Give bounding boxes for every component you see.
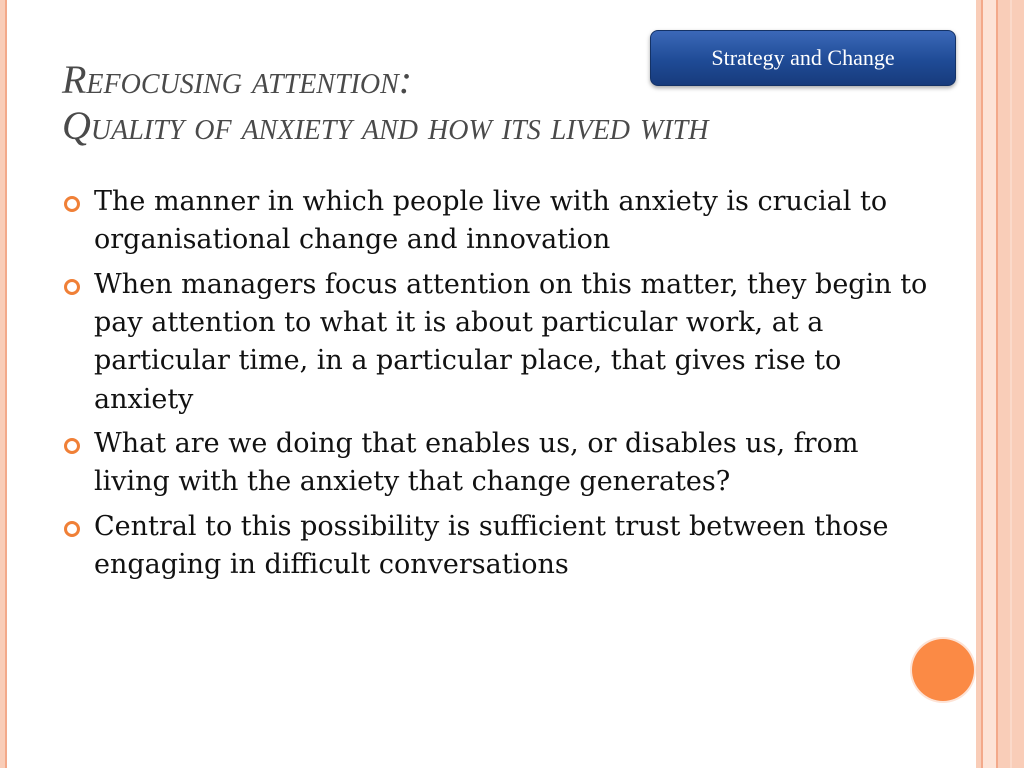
bullet-text: Central to this possibility is sufficient trust between those engaging in difficult conversations bbox=[94, 510, 889, 580]
bullet-text: The manner in which people live with anxiety is crucial to organisational change and innovation bbox=[94, 186, 888, 256]
slide-title bbox=[62, 58, 962, 148]
stripe bbox=[1010, 0, 1012, 768]
bullet-circle-icon bbox=[64, 279, 80, 295]
stripe bbox=[983, 0, 996, 768]
title-line-1: Refocusing attention: bbox=[62, 57, 413, 102]
bullet-list bbox=[62, 183, 942, 590]
list-item bbox=[62, 266, 942, 419]
list-item bbox=[62, 508, 942, 585]
section-badge-label: Strategy and Change bbox=[711, 45, 895, 70]
title-line-2: Quality of anxiety and how its lived with bbox=[62, 103, 709, 148]
left-border-decoration bbox=[0, 0, 7, 768]
orange-circle-decoration bbox=[912, 639, 974, 701]
list-item bbox=[62, 183, 942, 260]
list-item bbox=[62, 425, 942, 502]
bullet-circle-icon bbox=[64, 521, 80, 537]
bullet-circle-icon bbox=[64, 196, 80, 212]
bullet-circle-icon bbox=[64, 438, 80, 454]
bullet-text: When managers focus attention on this matter, they begin to pay attention to what it is about particular work, at a particular time, in a particular place, that gives rise to anxiety bbox=[94, 268, 928, 415]
right-stripes-decoration bbox=[976, 0, 1024, 768]
bullet-text: What are we doing that enables us, or disables us, from living with the anxiety that change generates? bbox=[94, 427, 859, 498]
